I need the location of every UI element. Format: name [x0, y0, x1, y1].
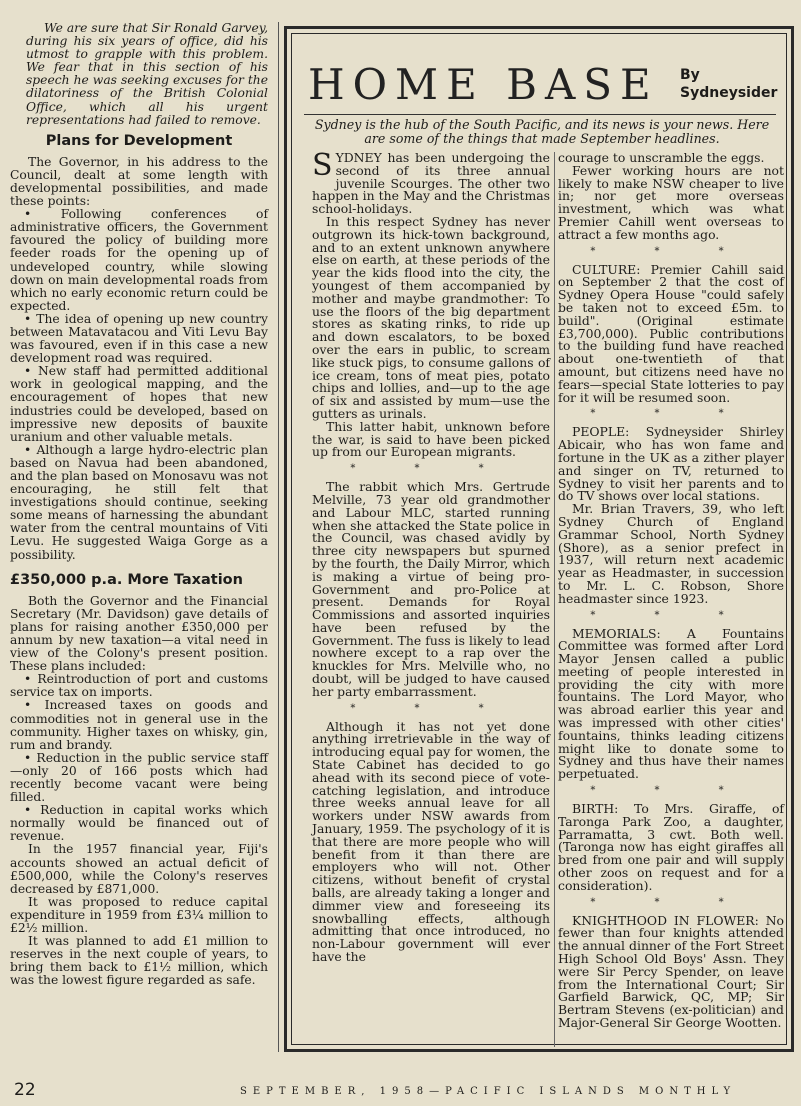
- section-separator-stars: * * *: [350, 702, 512, 714]
- paragraph: Both the Governor and the Financial Secretary (Mr. Davidson) gave details of plans for raising another £350,000 per annum by new taxation—a vital need in view of the Colony's present position. These plans included:: [10, 593, 268, 674]
- section-heading-development: Plans for Development: [45, 132, 233, 149]
- section-separator-stars: * * *: [590, 245, 752, 257]
- paragraph: It was proposed to reduce capital expenditure in 1959 from £3¼ million to £2½ million.: [10, 894, 268, 935]
- feature-column-2: [558, 152, 784, 1030]
- section-heading-taxation: £350,000 p.a. More Taxation: [10, 571, 243, 588]
- birth-paragraph: BIRTH: To Mrs. Giraffe, of Taronga Park Zoo, a daughter, Parramatta, 3 cwt. Both well. (Taronga now has eight giraffes all bred from one pair and will supply other zoos on request and for a consideration).: [558, 801, 784, 893]
- memorials-paragraph: MEMORIALS: A Fountains Committee was formed after Lord Mayor Jensen called a public meeting of people interested in providing the city with more fountains. The Lord Mayor, who was abroad earlier this year and was impressed with other cities' fountains, thinks leading citizens might like to donate some to Sydney and thus have their names perpetuated.: [558, 625, 784, 782]
- column-divider: [278, 22, 279, 1052]
- feature-column-1: [312, 148, 550, 965]
- bullet-paragraph: • Reintroduction of port and customs service tax on imports.: [10, 672, 268, 700]
- intro-paragraph: We are sure that Sir Ronald Garvey, during his six years of office, did his utmost to grapple with this problem. We fear that in this section of his speech he was seeking excuses for the dilatoriness of the British Colonial Office, which all his urgent representations had failed to remove.: [26, 21, 268, 127]
- section-separator-stars: * * *: [590, 609, 752, 621]
- byline-author: Sydneysider: [680, 85, 778, 101]
- paragraph: This latter habit, unknown before the war, is said to have been picked up from our European migrants.: [312, 418, 550, 460]
- feature-column-divider: [554, 152, 555, 1047]
- feature-deck: Sydney is the hub of the South Pacific, and its news is your news. Here are some of the things that made September headlines.: [314, 117, 770, 146]
- opening-text: YDNEY has been undergoing the second of its three annual juvenile Scourges. The other two happen in the May and the Christmas school-holidays.: [312, 150, 550, 217]
- feature-inner-frame: [291, 33, 787, 1045]
- bullet-paragraph: • Reduction in the public service staff—only 20 of 166 posts which had recently become vacant were being filled.: [10, 750, 268, 805]
- section-taxation-body: [10, 595, 268, 988]
- section-development-body: [10, 156, 268, 562]
- byline-by: By: [680, 67, 700, 83]
- paragraph: courage to unscramble the eggs.: [558, 150, 765, 165]
- page-number: 22: [14, 1080, 36, 1100]
- bullet-paragraph: • Although a large hydro-electric plan based on Navua had been abandoned, and the plan based on Monosavu was not encouraging, he still felt that investigations should continue, seeking some means of harnessing the abundant water from the central mountains of Viti Levu. He suggested Waiga Gorge as a possibility.: [10, 442, 268, 562]
- culture-paragraph: CULTURE: Premier Cahill said on September 2 that the cost of Sydney Opera House "could safely be taken not to exceed £5m. to build". (Original estimate £3,700,000). Public contributions to the building fund have reached about one-twentieth of that amount, but citizens need have no fears—special State lotteries to pay for it will be resumed soon.: [558, 261, 784, 405]
- home-base-feature-box: [284, 26, 794, 1052]
- section-separator-stars: * * *: [590, 785, 752, 797]
- feature-title: HOME BASE: [308, 60, 659, 109]
- paragraph: In this respect Sydney has never outgrown its hick-town background, and to an extent unknown anywhere else on earth, at these periods of the year the kids flood into the city, the youngest of them accompanied by mother and maybe grandmother: To use the floors of the big department stores as skating rinks, to ride up and down escalators, to be boxed over the ears in public, to scream like stuck pigs, to consume gallons of ice cream, tons of meat pies, potato chips and lollies, and—up to the age of six and assisted by mum—use the gutters as urinals.: [312, 213, 550, 421]
- section-separator-stars: * * *: [350, 463, 512, 475]
- byline: [680, 66, 777, 102]
- drop-cap: S: [312, 148, 333, 183]
- bullet-paragraph: • Reduction in capital works which normally would be financed out of revenue.: [10, 803, 268, 844]
- running-footer: SEPTEMBER, 1958—PACIFIC ISLANDS MONTHLY: [240, 1086, 737, 1097]
- knighthood-paragraph: KNIGHTHOOD IN FLOWER: No fewer than four knights attended the annual dinner of the Fort Street High School Old Boys' Assn. They were Sir Percy Spender, on leave from the International Court; Sir Garfield Barwick, QC, MP; Sir Bertram Stevens (ex-politician) and Major-General Sir George Wootten.: [558, 912, 784, 1031]
- section-separator-stars: * * *: [590, 896, 752, 908]
- paragraph: The Governor, in his address to the Council, dealt at some length with developmental possibilities, and made these points:: [10, 154, 268, 209]
- people-paragraph: PEOPLE: Sydneysider Shirley Abicair, who has won fame and fortune in the UK as a zither player and singer on TV, returned to Sydney to visit her parents and to do TV shows over local stations.: [558, 424, 784, 504]
- bullet-paragraph: • Increased taxes on goods and commodities not in general use in the community. Higher taxes on whisky, gin, rum and brandy.: [10, 698, 268, 752]
- paragraph: Mr. Brian Travers, 39, who left Sydney Church of England Grammar School, North Sydney (Shore), as a senior prefect in 1937, will return next academic year as Headmaster, in succession to Mr. L. C. Robson, Shore headmaster since 1923.: [558, 501, 784, 606]
- paragraph: The rabbit which Mrs. Gertrude Melville, 73 year old grandmother and Labour MLC, started running when she attacked the State police in the Council, was chased avidly by three city newspapers but spurned by the fourth, the Daily Mirror, which is making a virtue of being pro-Government and pro-Police at present. Demands for Royal Commissions and assorted inquiries have been refused by the Government. The fuss is likely to lead nowhere except to a rap over the knuckles for Mrs. Melville who, no doubt, will be judged to have caused her party embarrassment.: [312, 479, 550, 699]
- left-column: [10, 22, 268, 987]
- title-rule: [304, 114, 776, 115]
- opening-paragraph: [312, 148, 550, 217]
- paragraph: In the 1957 financial year, Fiji's accounts showed an actual deficit of £500,000, while the Colony's reserves decreased by £871,000.: [10, 842, 268, 896]
- bullet-paragraph: • Following conferences of administrative officers, the Government favoured the policy of building more feeder roads for the opening up of undeveloped country, while slowing down on main developmental roads from which no early economic return could be expected.: [10, 207, 268, 313]
- paragraph: Fewer working hours are not likely to make NSW cheaper to live in; nor get more overseas investment, which was what Premier Cahill went overseas to attract a few months ago.: [558, 162, 784, 242]
- section-separator-stars: * * *: [590, 408, 752, 420]
- bullet-paragraph: • New staff had permitted additional work in geological mapping, and the encouragement of hopes that new industries could be developed, based on impressive new deposits of bauxite uranium and other valuable metals.: [10, 364, 268, 444]
- paragraph: It was planned to add £1 million to reserves in the next couple of years, to bring them back to £1½ million, which was the lowest figure regarded as safe.: [10, 934, 268, 988]
- paragraph: Although it has not yet done anything irretrievable in the way of introducing equal pay for women, the State Cabinet has decided to go ahead with its second piece of vote-catching legislation, and introduce three weeks annual leave for all workers under NSW awards from January, 1959. The psychology of it is that there are more people who will benefit from it than there are employers who will not. Other citizens, without benefit of crystal balls, are already taking a longer and dimmer view and foreseeing its snowballing effects, although admitting that once introduced, no non-Labour government will ever have the: [312, 718, 550, 965]
- bullet-paragraph: • The idea of opening up new country between Matavatacou and Viti Levu Bay was favoured, even if in this case a new development road was required.: [10, 311, 268, 366]
